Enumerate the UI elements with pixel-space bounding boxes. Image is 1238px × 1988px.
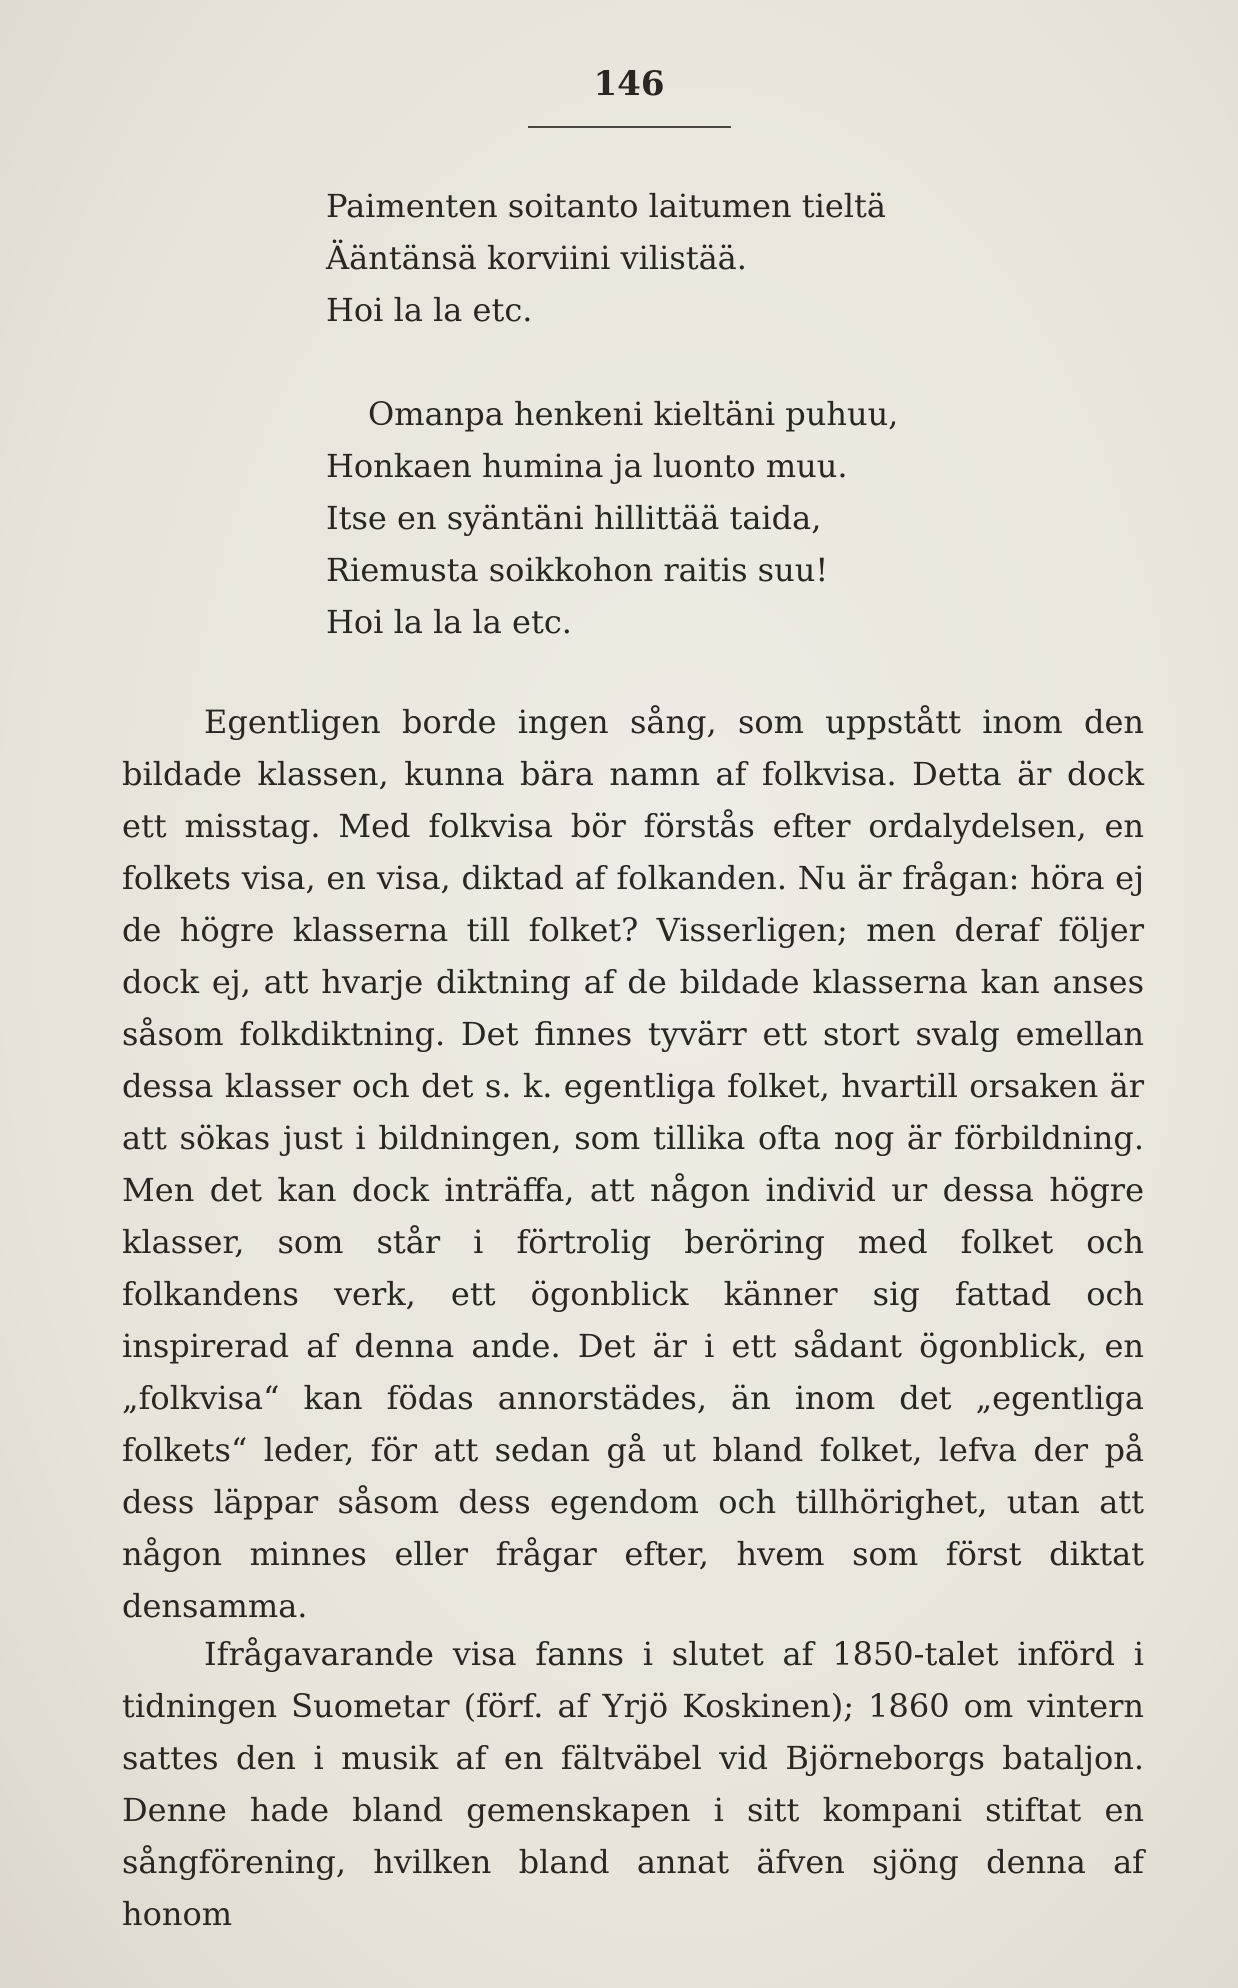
verse-refrain: Hoi la la la etc. [326,603,572,641]
body-paragraph-1 [122,696,1144,1632]
verse-line: Riemusta soikkohon raitis suu! [326,551,829,589]
verse-line: Ääntänsä korviini vilistää. [326,239,747,277]
header-rule [528,126,731,128]
verse-stanza-2 [326,388,898,648]
verse-refrain: Hoi la la etc. [326,291,533,329]
page-number: 146 [593,64,665,104]
verse-line: Omanpa henkeni kieltäni puhuu, [368,395,899,433]
verse-line: Itse en syäntäni hillittää taida, [326,499,822,537]
paragraph-text: Egentligen borde ingen sång, som uppstått inom den bildade klassen, kunna bära namn af folkvisa. Detta är dock ett misstag. Med folkvisa bör förstås efter ordalydelsen, en folkets visa, en visa, diktad af folkanden. Nu är frågan: höra ej de högre klasserna till folket? Visserligen; men deraf följer dock ej, att hvarje diktning af de bildade klasserna kan anses såsom folkdiktning. Det finnes tyvärr ett stort svalg emellan dessa klasser och det s. k. egentliga folket, hvartill orsaken är att sökas just i bildningen, som tillika ofta nog är förbildning. Men det kan dock inträffa, att någon individ ur dessa högre klasser, som står i förtrolig beröring med folket och folkandens verk, ett ögonblick känner sig fattad och inspirerad af denna ande. Det är i ett sådant ögonblick, en „folkvisa“ kan födas annorstädes, än inom det „egentliga folkets“ leder, för att sedan gå ut bland folket, lefva der på dess läppar såsom dess egendom och tillhörighet, utan att någon minnes eller frågar efter, hvem som först diktat densamma. [122,703,1144,1625]
body-paragraph-2 [122,1628,1144,1940]
verse-line: Paimenten soitanto laitumen tieltä [326,187,886,225]
verse-stanza-1 [326,180,886,336]
paragraph-text: Ifrågavarande visa fanns i slutet af 1850-talet införd i tidningen Suometar (förf. af Yrjö Koskinen); 1860 om vintern sattes den i musik af en fältväbel vid Björneborgs bataljon. Denne hade bland gemenskapen i sitt kompani stiftat en sångförening, hvilken bland annat äfven sjöng denna af honom [122,1635,1144,1933]
verse-line: Honkaen humina ja luonto muu. [326,447,848,485]
